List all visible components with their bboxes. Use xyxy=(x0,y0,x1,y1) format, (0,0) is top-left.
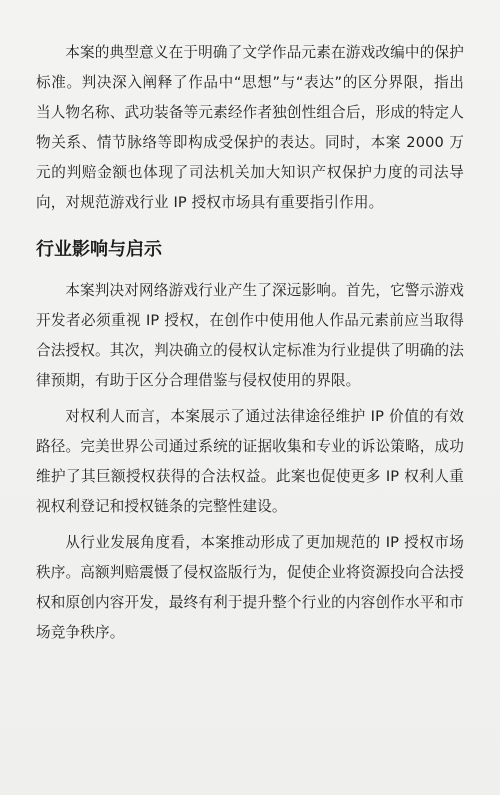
section-heading: 行业影响与启示 xyxy=(36,239,162,260)
paragraph-industry-development: 从行业发展角度看，本案推动形成了更加规范的 IP 授权市场秩序。高额判赔震慑了侵权盗版行为，促使企业将资源投向合法授权和原创内容开发，最终有利于提升整个行业的内容创作水平和市场竞争秩序。 xyxy=(36,534,464,641)
paragraph-industry-impact: 本案判决对网络游戏行业产生了深远影响。首先，它警示游戏开发者必须重视 IP 授权，在创作中使用他人作品元素前应当取得合法授权。其次，判决确立的侵权认定标准为行业提供了明确的法律预期，有助于区分合理借鉴与侵权使用的界限。 xyxy=(36,282,464,389)
paragraph-significance: 本案的典型意义在于明确了文学作品元素在游戏改编中的保护标准。判决深入阐释了作品中“思想”与“表达”的区分界限，指出当人物名称、武功装备等元素经作者独创性组合后，形成的特定人物关系、情节脉络等即构成受保护的表达。同时，本案 2000 万元的判赔金额也体现了司法机关加大知识产权保护力度的司法导向，对规范游戏行业 IP 授权市场具有重要指引作用。 xyxy=(36,44,464,211)
paragraph-rights-holders: 对权利人而言，本案展示了通过法律途径维护 IP 价值的有效路径。完美世界公司通过系统的证据收集和专业的诉讼策略，成功维护了其巨额授权获得的合法权益。此案也促使更多 IP 权利人重视权利登记和授权链条的完整性建设。 xyxy=(36,408,464,515)
